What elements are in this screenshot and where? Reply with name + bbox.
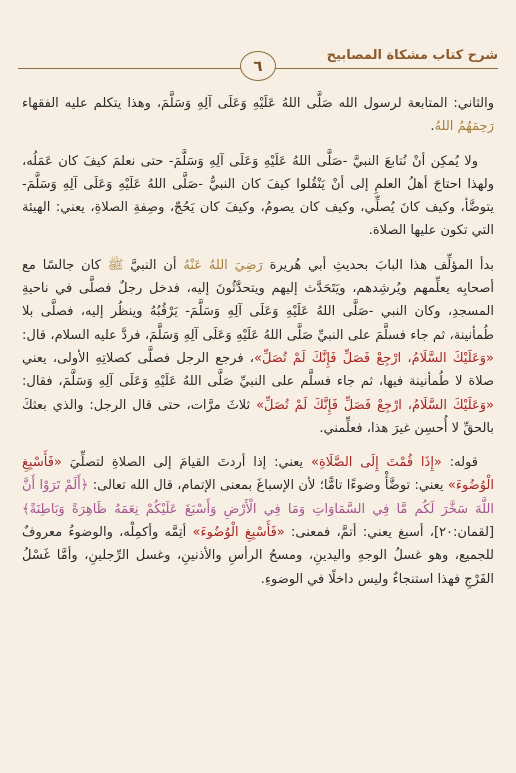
hadith-quote: «فَأَسْبِغِ الْوُضُوءَ» [192,525,285,541]
paragraph-text: أن النبيَّ [123,257,184,273]
paragraph-text: ثلاثَ مرَّات، حتى قال الرجل: والذي بعثكَ بالحقِّ لا أُحسِن غيرَ هذا، فعلِّمني. [22,397,494,436]
paragraph-text: يعني: إذا أردتَ القيامَ إلى الصلاةِ لتصلِّيَ [61,455,312,471]
paragraph-text: كان جالسًا مع أصحابِه يعلِّمهم ويُرشِدهم، ويَتَحَدَّث إليهم ويتحدَّثُونَ إليه، فدخل رجلٌ فصلَّى في ناحيةِ المسجدِ، وكان النبي -صَلَّى اللهُ عَلَيْهِ وَعَلَى آلِهِ وَسَلَّمَ- يَرْقُبُهُ وينظُر إليه، فصلَّى بلا طُمأنينة، ثم جاء فسلَّمَ على النبيِّ صَلَّى اللهُ عَلَيْهِ وَعَلَى آلِهِ وَسَلَّمَ، فردَّ عليه السلام، قال: [22,257,494,343]
paragraph-text: ، فرجع الرجل فصلَّى كصلاتِهِ الأولى، يعني صلاة لا طُمأنينة فيها، ثم جاء فسلَّم على النبيِّ صَلَّى اللهُ عَلَيْهِ وَعَلَى آلِهِ وَسَلَّمَ، فقال: [22,350,494,390]
paragraph-text: [لقمان:٢٠]، أسبغ يعني: أتمَّ، فمعنى: [284,525,495,541]
paragraph [22,254,494,440]
paragraph-text: قوله: [441,455,479,471]
honorific: رَحِمَهُمُ اللهُ [434,119,494,135]
paragraph-text: أتِمَّه وأكمِلْه، والوضوءُ معروفٌ للجميع، وهو غسلُ الوجهِ واليدينِ، ومسحُ الرأسِ والأذنينِ، وغسل الرِّجلينِ، وأمَّا غَسْلُ الفَرْجِ فهذا استنجاءٌ وليس داخلًا في الوضوءِ. [22,525,494,587]
hadith-quote: «وَعَلَيْكَ السَّلَامُ، ارْجِعْ فَصَلِّ فَإِنَّكَ لَمْ تُصَلِّ» [256,397,494,413]
paragraph-text: ولا يُمكِن أنْ نُتابعَ النبيَّ -صَلَّى اللهُ عَلَيْهِ وَعَلَى آلِهِ وَسَلَّمَ- حتى نعلمَ كيفَ كان عَمَلُه، ولهذا احتاجَ أهلُ العلمِ إلى أنْ يَنْقُلوا كيفَ كان النبيُّ -صَلَّى اللهُ عَلَيْهِ وَعَلَى آلِهِ وَسَلَّمَ- يتوضَّأ، وكيف كانَ يُصلِّي، وكيف كان يصومُ، وكيفَ كان يَحُجّ، وصِفةِ الصلاةِ، يعني: الهيئة التي تكون عليها الصلاة. [22,153,494,239]
hadith-quote: «وَعَلَيْكَ السَّلَامُ، ارْجِعْ فَصَلِّ فَإِنَّكَ لَمْ تُصَلِّ» [253,350,494,366]
quran-verse: ﴿أَلَمْ تَرَوْا أَنَّ اللَّهَ سَخَّرَ لَكُم مَّا فِي السَّمَاوَاتِ وَمَا فِي الْأَرْضِ وَأَسْبَغَ عَلَيْكُمْ نِعَمَهُ ظَاهِرَةً وَبَاطِنَةً﴾ [22,478,494,517]
paragraph-gap [22,440,494,451]
paragraph-text: يعني: توضَّأْ وضوءًا تامًّا؛ لأن الإسباغَ بمعنى الإتمام، قال الله تعالى: [88,478,448,494]
paragraph-text: . [430,119,435,135]
paragraph-text: والثاني: المتابعة لرسول الله صَلَّى اللهُ عَلَيْهِ وَعَلَى آلِهِ وَسَلَّمَ، وهذا يتكلم عليه الفقهاء [22,96,494,111]
honorific: رَضِيَ اللهُ عَنْهُ [183,257,263,273]
hadith-quote: «فَأَسْبِغِ الْوُضُوءَ» [22,455,494,494]
paragraph [22,451,494,591]
paragraph [22,92,494,139]
book-title: شرح كتاب مشكاة المصابيح [326,48,498,63]
paragraph-gap [22,139,494,150]
hadith-quote: «إِذَا قُمْتَ إِلَى الصَّلَاةِ» [311,455,442,471]
paragraph-text: بدأ المؤلِّف هذا البابَ بحديثِ أبي هُريرة [262,257,494,273]
honorific: ﷺ [107,257,124,273]
paragraph-gap [22,243,494,254]
paragraph [22,150,494,243]
page-body [22,92,494,591]
page-number: ٦ [240,51,276,81]
page-header [18,48,498,78]
